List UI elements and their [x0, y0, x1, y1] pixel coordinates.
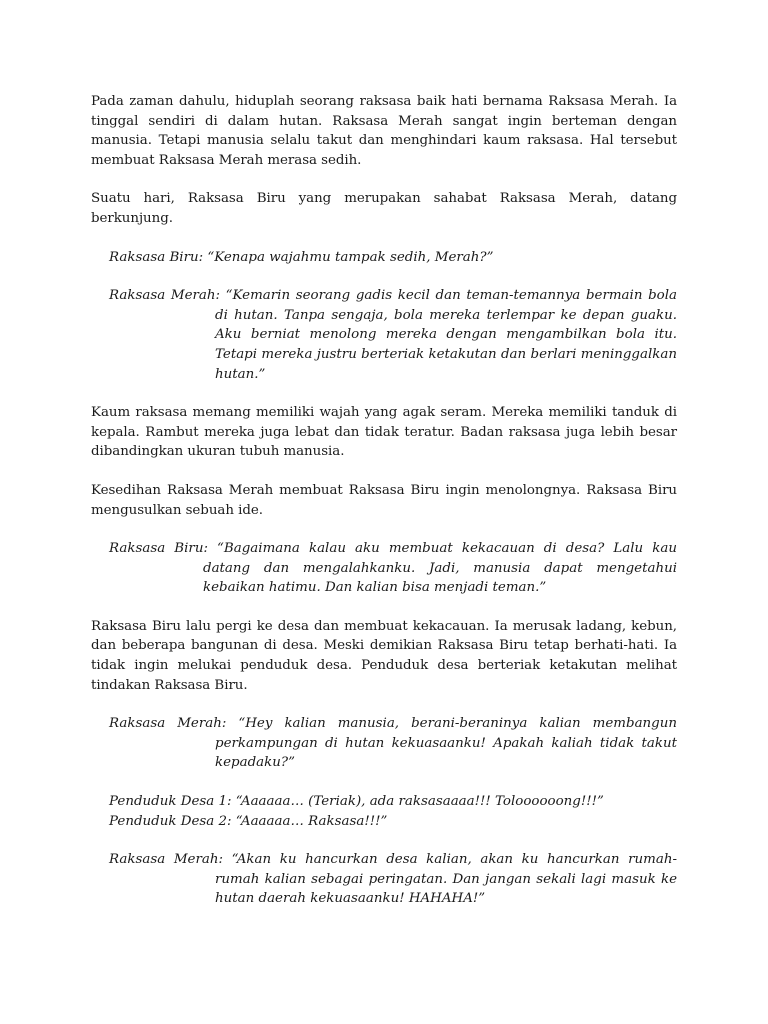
paragraph-idea: Kesedihan Raksasa Merah membuat Raksasa Biru ingin menolongnya. Raksasa Biru mengusulkan sebuah ide.: [91, 482, 677, 518]
paragraph-visit: Suatu hari, Raksasa Biru yang merupakan sahabat Raksasa Merah, datang berkunjung.: [91, 191, 677, 226]
paragraph-chaos: Raksasa Biru lalu pergi ke desa dan membuat kekacauan. Ia merusak ladang, kebun, dan beberapa bangunan di desa. Meski demikian Raksasa Biru tetap berhati-hati. Ia tidak ingin melukai penduduk desa. Penduduk desa berteriak ketakutan melihat tindakan Raksasa Biru.: [91, 618, 677, 693]
dialogue-merah-3: Raksasa Merah: “Akan ku hancurkan desa kalian, akan ku hancurkan rumah-rumah kalian sebagai peringatan. Dan jangan sekali lagi masuk ke hutan daerah kekuasaanku! HAHAHA!”: [109, 852, 677, 907]
dialogue-merah-1: Raksasa Merah: “Kemarin seorang gadis kecil dan teman-temannya bermain bola di hutan. Tanpa sengaja, bola mereka terlempar ke depan guaku. Aku berniat menolong mereka dengan mengambilkan bola itu. Tetapi mereka justru berteriak ketakutan dan berlari meninggalkan hutan.”: [109, 288, 677, 382]
dialogue-villager-2: Penduduk Desa 2: “Aaaaaa… Raksasa!!!”: [109, 813, 388, 829]
paragraph-intro: Pada zaman dahulu, hiduplah seorang raksasa baik hati bernama Raksasa Merah. Ia tinggal sendiri di dalam hutan. Raksasa Merah sangat ingin berteman dengan manusia. Tetapi manusia selalu takut dan menghindari kaum raksasa. Hal tersebut membuat Raksasa Merah merasa sedih.: [91, 94, 677, 168]
dialogue-villager-1: Penduduk Desa 1: “Aaaaaa… (Teriak), ada raksasaaaa!!! Toloooooong!!!”: [109, 794, 604, 810]
dialogue-biru-1: Raksasa Biru: “Kenapa wajahmu tampak sedih, Merah?”: [109, 249, 494, 265]
paragraph-description: Kaum raksasa memang memiliki wajah yang agak seram. Mereka memiliki tanduk di kepala. Rambut mereka juga lebat dan tidak teratur. Badan raksasa juga lebih besar dibandingkan ukuran tubuh manusia.: [91, 405, 677, 460]
dialogue-villagers: [109, 792, 677, 831]
dialogue-merah-2: Raksasa Merah: “Hey kalian manusia, berani-beraninya kalian membangun perkampungan di hutan kekuasaanku! Apakah kaliah tidak takut kepadaku?”: [109, 716, 677, 771]
dialogue-biru-2: Raksasa Biru: “Bagaimana kalau aku membuat kekacauan di desa? Lalu kau datang dan mengalahkanku. Jadi, manusia dapat mengetahui kebaikan hatimu. Dan kalian bisa menjadi teman.”: [109, 541, 677, 596]
document-page: [91, 92, 677, 928]
